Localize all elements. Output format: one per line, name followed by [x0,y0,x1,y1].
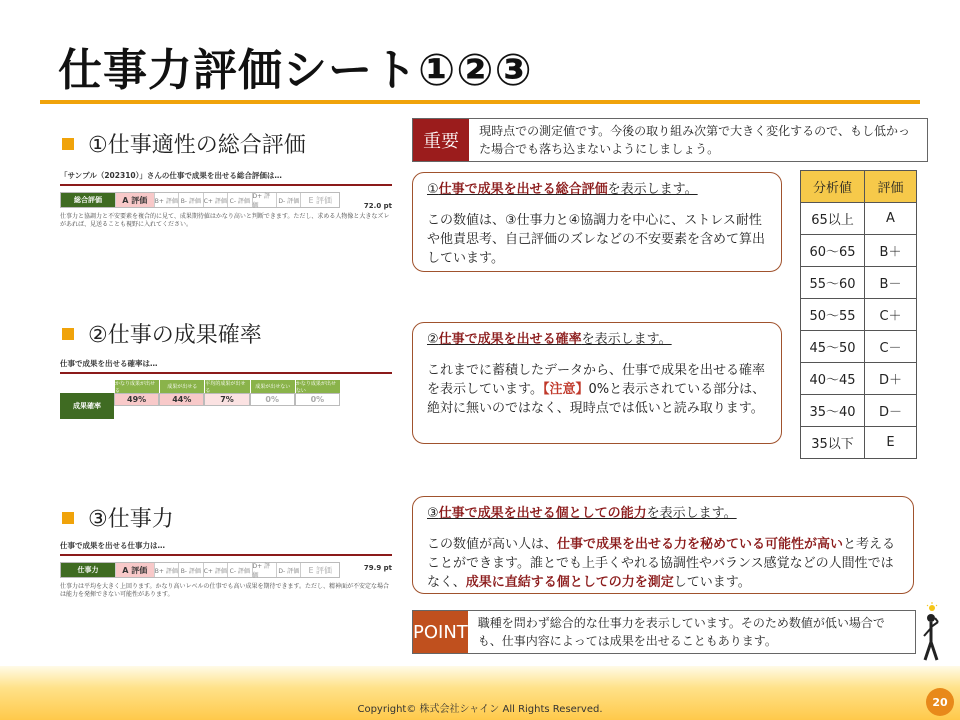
eval-label: 総合評価 [61,193,115,207]
important-text: 現時点での測定値です。今後の取り組み次第で大きく変化するので、もし低かった場合でも落ち込まないようにしましょう。 [479,124,910,156]
eval-cell: B- 評価 [178,193,202,207]
table-cell: E [865,427,917,459]
thumbnail-note: 仕事力は平均を大きく上回ります。かなり高いレベルの仕事でも高い成果を期待できます。ただし、精神面が不安定な場合は能力を発揮できない可能性があります。 [60,583,390,599]
table-row [801,395,917,427]
prob-value: 7% [204,393,249,406]
callout-number: ② [427,332,439,347]
table-cell: D－ [865,395,917,427]
overall-eval-thumbnail [60,170,392,230]
square-bullet-icon [62,138,74,150]
table-row [801,363,917,395]
prob-label: 成果確率 [60,393,114,419]
thumbnail-caption: 「サンプル（202310）」さんの仕事で成果を出せる総合評価は… [60,170,392,186]
thumbnail-caption: 仕事で成果を出せる確率は… [60,358,392,374]
eval-row [60,562,340,578]
table-cell: 55～60 [801,267,865,299]
prob-header: かなり成果が出せない [295,380,340,393]
table-row [801,299,917,331]
callout-body-strong: 仕事で成果を出せる力を秘めている可能性が高い [557,536,844,552]
callout-lead [427,331,767,350]
eval-cell: B+ 評価 [154,193,178,207]
square-bullet-icon [62,328,74,340]
eval-cell: D+ 評価 [252,193,276,207]
callout-number: ③ [427,506,439,521]
prob-value: 0% [295,393,340,406]
callout-body-strong: 成果に直結する個としての力を測定 [465,574,674,590]
table-cell: B＋ [865,235,917,267]
callout-body-part: この数値が高い人は、 [427,536,558,552]
callout-overall [412,172,782,272]
probability-thumbnail [60,358,392,410]
eval-cell-selected: A 評価 [115,193,154,207]
section-heading-work-ability [62,502,174,533]
point-tag: POINT [413,611,468,653]
callout-lead-rest: を表示します。 [607,182,698,197]
prob-header: 平均的成果が出せる [204,380,249,393]
section-heading-text: ③仕事力 [88,507,174,532]
eval-label: 仕事力 [61,563,115,577]
table-row [801,203,917,235]
eval-cell: D- 評価 [276,193,300,207]
callout-body-part: と考えることができます。誰とでも上手くやれる協調性やバランス感覚などの人間性ではなく、 [427,536,896,590]
prob-value: 0% [250,393,295,406]
title-divider [40,100,920,104]
page-title: 仕事力評価シート①②③ [58,45,533,96]
eval-cell-selected: A 評価 [115,563,154,577]
eval-cell-last: E 評価 [300,193,339,207]
table-cell: 40～45 [801,363,865,395]
evaluation-scale-table [800,170,917,459]
table-cell: 45～50 [801,331,865,363]
table-cell: C－ [865,331,917,363]
table-cell: 35以下 [801,427,865,459]
callout-body-part: これまでに蓄積したデータから、仕事で成果を出せる確率を表示しています。 [427,362,766,397]
eval-row [60,192,340,208]
thinking-figure-icon [918,602,946,664]
eval-cell: D+ 評価 [252,563,276,577]
score-value: 79.9 pt [363,564,392,572]
prob-value: 44% [159,393,204,406]
callout-lead [427,181,767,200]
eval-cell: C- 評価 [227,563,251,577]
eval-cell-last: E 評価 [300,563,339,577]
table-header: 分析値 [801,171,865,203]
section-heading-overall [62,128,306,159]
eval-cell: B- 評価 [178,563,202,577]
important-banner [412,118,928,162]
callout-body-part: 0%と表示されている部分は、絶対に無いのではなく、現時点では低いと読み取ります。 [427,381,766,416]
work-ability-thumbnail [60,540,392,600]
callout-number: ① [427,182,439,197]
eval-cell: C+ 評価 [203,193,227,207]
prob-header: 成果が出せる [159,380,204,393]
thumbnail-caption: 仕事で成果を出せる仕事力は… [60,540,392,556]
eval-cell: C+ 評価 [203,563,227,577]
table-row [801,267,917,299]
callout-body [427,537,895,590]
thumbnail-note: 仕事力と協調力と不安要素を複合的に見て、成果期待値はかなり高いと判断できます。ただし、求める人物像と大きなズレがあれば、見送ることも視野に入れてください。 [60,213,390,229]
table-cell: 60～65 [801,235,865,267]
score-value: 72.0 pt [363,202,392,210]
eval-cell: B+ 評価 [154,563,178,577]
table-row [801,427,917,459]
table-cell: 35～40 [801,395,865,427]
callout-lead-strong: 仕事で成果を出せる確率 [438,332,582,347]
prob-value: 49% [114,393,159,406]
table-cell: D＋ [865,363,917,395]
section-heading-probability [62,318,262,349]
prob-header: 成果が出せない [250,380,295,393]
table-cell: 65以上 [801,203,865,235]
callout-probability [412,322,782,444]
copyright-text: Copyright© 株式会社シャイン All Rights Reserved. [357,704,603,715]
callout-lead [427,505,899,524]
table-cell: C＋ [865,299,917,331]
callout-lead-strong: 仕事で成果を出せる総合評価 [438,182,608,197]
table-header: 評価 [865,171,917,203]
point-banner [412,610,916,654]
callout-body [427,363,765,416]
table-cell: 50～55 [801,299,865,331]
callout-lead-rest: を表示します。 [646,506,737,521]
eval-cell: C- 評価 [227,193,251,207]
callout-lead-strong: 仕事で成果を出せる個としての能力 [438,506,647,521]
eval-cell: D- 評価 [276,563,300,577]
section-heading-text: ①仕事適性の総合評価 [88,133,306,158]
important-tag: 重要 [413,119,469,161]
table-cell: A [865,203,917,235]
point-text: 職種を問わず総合的な仕事力を表示しています。そのため数値が低い場合でも、仕事内容によっては成果を出せることもあります。 [477,616,885,648]
section-heading-text: ②仕事の成果確率 [88,323,262,348]
callout-warning: 【注意】 [542,381,589,397]
square-bullet-icon [62,512,74,524]
table-cell: B－ [865,267,917,299]
callout-body: この数値は、③仕事力と④協調力を中心に、ストレス耐性や他責思考、自己評価のズレなどの不安要素を含めて算出しています。 [427,212,766,266]
callout-work-ability [412,496,914,594]
table-row [801,235,917,267]
prob-header: かなり成果が出せる [114,380,159,393]
callout-lead-rest: を表示します。 [581,332,672,347]
page-number: 20 [926,688,954,716]
table-row [801,331,917,363]
callout-body-part: しています。 [673,574,751,590]
